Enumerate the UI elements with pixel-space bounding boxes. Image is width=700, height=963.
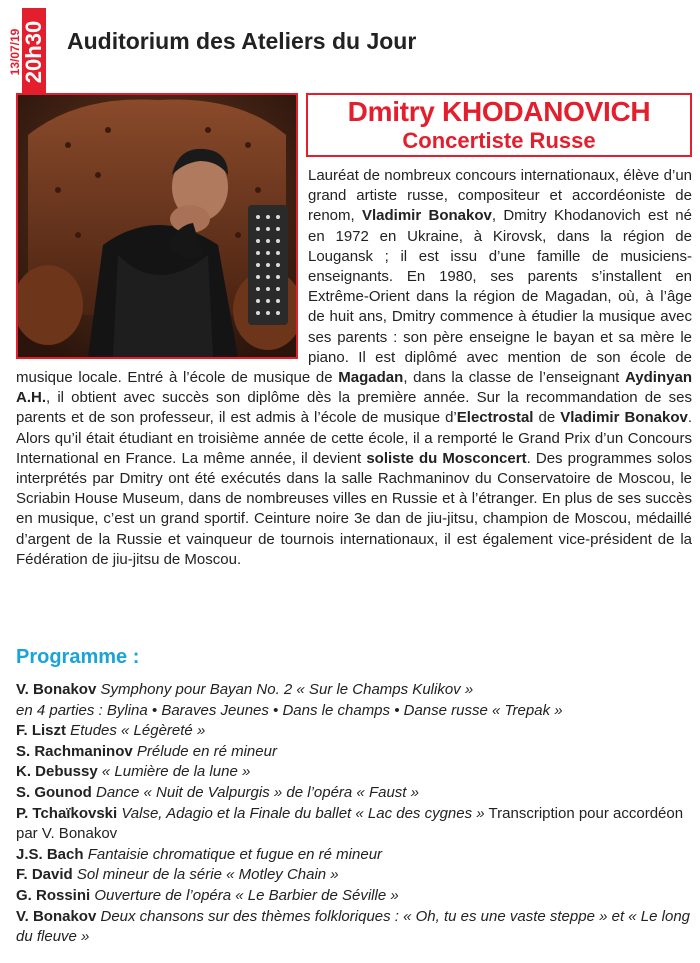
programme-list [16,680,692,948]
list-item: V. Bonakov Deux chansons sur des thèmes folkloriques : « Oh, tu es une vaste steppe » et « Le long du fleuve » [16,907,690,946]
artist-name-box [306,93,692,157]
date-time-tab [8,8,48,96]
programme-title: Programme : [16,646,140,668]
list-item: P. Tchaïkovski Valse, Adagio et la Finale du ballet « Lac des cygnes » Transcription pour accordéon par V. Bonakov [16,804,684,843]
list-item: V. Bonakov Symphony pour Bayan No. 2 « Sur le Champs Kulikov » [16,681,474,698]
list-item: S. Rachmaninov Prélude en ré mineur [16,742,277,760]
venue-title: Auditorium des Ateliers du Jour [67,28,417,54]
event-time: 20h30 [22,8,46,96]
list-item: K. Debussy « Lumière de la lune » [16,763,251,781]
artist-subtitle: Concertiste Russe [402,128,596,153]
list-item: F. David Sol mineur de la série « Motley Chain » [16,866,339,884]
biography: Lauréat de nombreux concours internationaux, élève d’un grand artiste russe, compositeur et accordéoniste de renom, Vladimir Bonakov, Dmitry Khodanovich est né en 1972 en Ukraine, à Kirovsk, dans la région de Lougansk ; il est issu d’une famille de musiciens-enseignants. En 1980, ses parents s’installent en Extrême-Orient dans la région de Magadan, où, à l’âge de huit ans, Dmitry commence à étudier la musique avec ses parents : son père enseigne le bayan et sa mère le piano. Il est diplômé avec mention de son école de musique locale. Entré à l’école de musique de Magadan, dans la classe de l’enseignant Aydinyan A.H., il obtient avec succès son diplôme dès la première année. Sur la recommandation de ses parents et de son professeur, il est admis à l’école de musique d’Electrostal de Vladimir Bonakov. Alors qu’il était étudiant en troisième année de cette école, il a remporté le Grand Prix d’un Concours International en France. La même année, il devient soliste du Mosconcert. Des programmes solos interprétés par Dmitry ont été exécutés dans la salle Rachmaninov du Conservatoire de Moscou, le Scriabin House Museum, dans de nombreuses villes en Russie et à l’étranger. En plus de ses succès en musique, c’est un grand sportif. Ceinture noire 3e dan de jiu-jitsu, champion de Moscou, médaillé d’argent de la Russie et vainqueur de tournois internationaux, il est également vice-président de la Fédération de jiu-jitsu de Moscou. [16,167,692,568]
event-date: 13/07/19 [8,28,22,76]
photo-spacer [16,166,308,368]
artist-name: Dmitry KHODANOVICH [347,96,651,127]
list-item: G. Rossini Ouverture de l’opéra « Le Barbier de Séville » [16,886,399,904]
list-item: en 4 parties : Bylina • Baraves Jeunes • Dans le champs • Danse russe « Trepak » [16,701,563,719]
list-item: F. Liszt Etudes « Légèreté » [16,722,206,740]
list-item: S. Gounod Dance « Nuit de Valpurgis » de l’opéra « Faust » [16,783,419,801]
list-item: J.S. Bach Fantaisie chromatique et fugue en ré mineur [16,845,383,863]
